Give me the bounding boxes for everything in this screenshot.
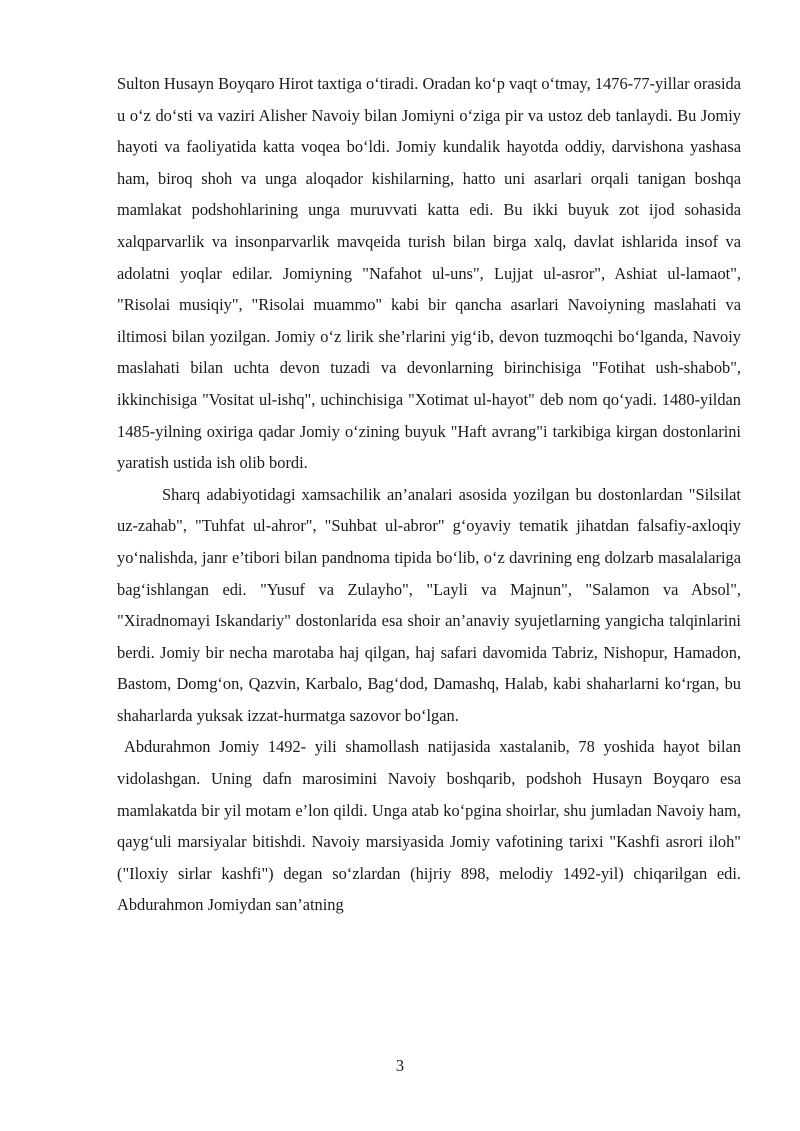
page-number: 3	[395, 1056, 405, 1075]
paragraph-3: Abdurahmon Jomiy 1492- yili shamollash natijasida xastalanib, 78 yoshida hayot bilan vidolashgan. Uning dafn marosimini Navoiy boshqarib, podshoh Husayn Boyqaro esa mamlakatda bir yil motam e’lon qildi. Unga atab ko‘pgina shoirlar, shu jumladan Navoiy ham, qayg‘uli marsiyalar bitishdi. Navoiy marsiyasida Jomiy vafotining tarixi "Kashfi asrori iloh" ("Iloxiy sirlar kashfi") degan so‘zlardan (hijriy 898, melodiy 1492-yil) chiqarilgan edi. Abdurahmon Jomiydan san’atning	[117, 737, 741, 915]
paragraph-1: Sulton Husayn Boyqaro Hirot taxtiga o‘tiradi. Oradan ko‘p vaqt o‘tmay, 1476-77-yillar orasida u o‘z do‘sti va vaziri Alisher Navoiy bilan Jomiyni o‘ziga pir va ustoz deb tanlaydi. Bu Jomiy hayoti va faoliyatida katta voqea bo‘ldi. Jomiy kundalik hayotda oddiy, darvishona yashasa ham, biroq shoh va unga aloqador kishilarning, hatto uni asarlari orqali tanigan boshqa mamlakat podshohlarining unga muruvvati katta edi. Bu ikki buyuk zot ijod sohasida xalqparvarlik va insonparvarlik mavqeida turish bilan birga xalq, davlat ishlarida insof va adolatni yoqlar edilar. Jomiyning "Nafahot ul-uns", Lujjat ul-asror", Ashiat ul-lamaot", "Risolai musiqiy", "Risolai muammo" kabi bir qancha asarlari Navoiyning maslahati va iltimosi bilan yozilgan. Jomiy o‘z lirik she’rlarini yig‘ib, devon tuzmoqchi bo‘lganda, Navoiy maslahati bilan uchta devon tuzadi va devonlarning birinchisiga "Fotihat ush-shabob", ikkinchisiga "Vositat ul-ishq", uchinchisiga "Xotimat ul-hayot" deb nom qo‘yadi. 1480-yildan 1485-yilning oxiriga qadar Jomiy o‘zining buyuk "Haft avrang"i tarkibiga kirgan dostonlarini yaratish ustida ish olib bordi.	[117, 74, 741, 473]
paragraph-2: Sharq adabiyotidagi xamsachilik an’analari asosida yozilgan bu dostonlardan "Silsilat uz-zahab", "Tuhfat ul-ahror", "Suhbat ul-abror" g‘oyaviy tematik jihatdan falsafiy-axloqiy yo‘nalishda, janr e’tibori bilan pandnoma tipida bo‘lib, o‘z davrining eng dolzarb masalalariga bag‘ishlangan edi. "Yusuf va Zulayho", "Layli va Majnun", "Salamon va Absol", "Xiradnomayi Iskandariy" dostonlarida esa shoir an’anaviy syujetlarning yangicha talqinlarini berdi. Jomiy bir necha marotaba haj qilgan, haj safari davomida Tabriz, Nishopur, Hamadon, Bastom, Domg‘on, Qazvin, Karbalo, Bag‘dod, Damashq, Halab, kabi shaharlarni ko‘rgan, bu shaharlarda yuksak izzat-hurmatga sazovor bo‘lgan.	[117, 484, 741, 725]
document-body	[117, 68, 741, 921]
